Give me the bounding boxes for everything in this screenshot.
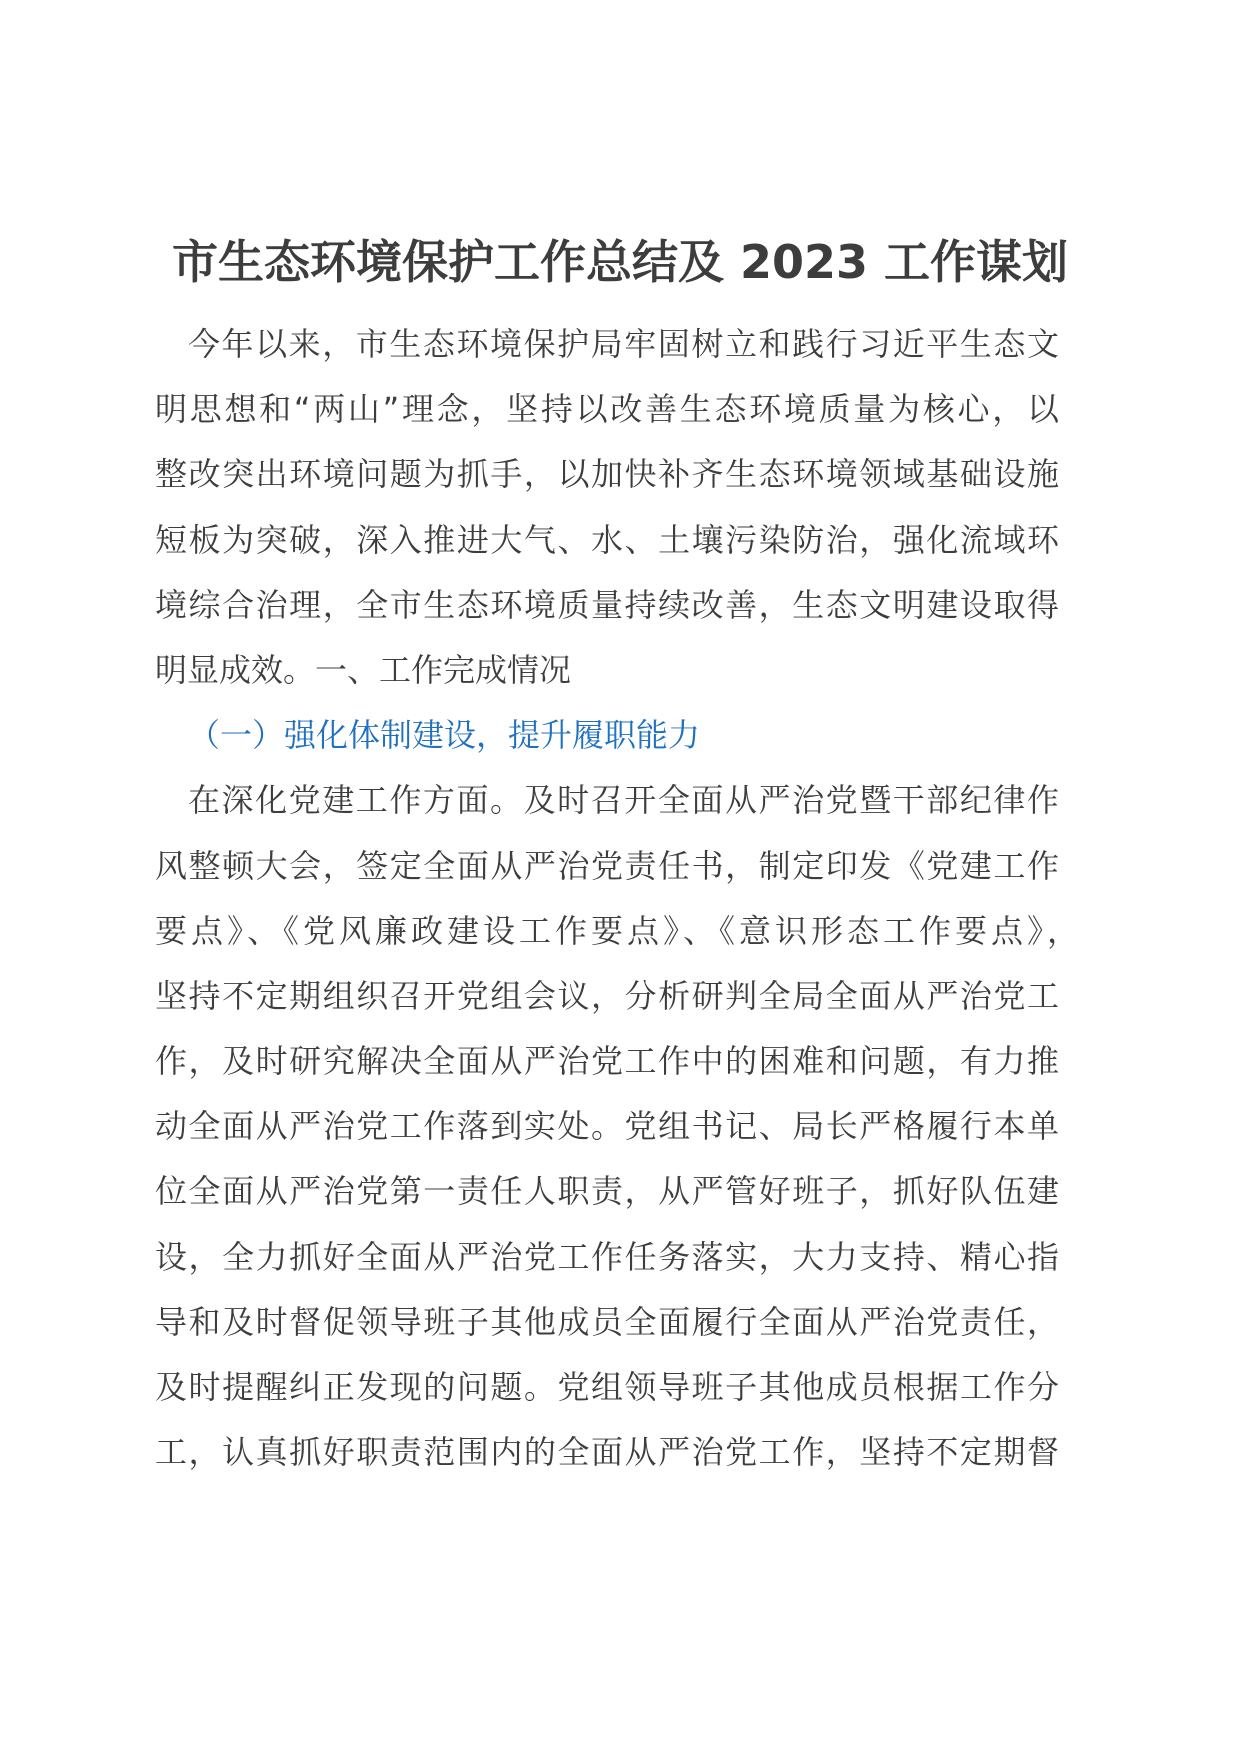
section-line: 工，认真抓好职责范围内的全面从严治党工作，坚持不定期督 [155, 1433, 1059, 1472]
section-line: 位全面从严治党第一责任人职责，从严管好班子，抓好队伍建 [155, 1172, 1059, 1211]
section-line: 导和及时督促领导班子其他成员全面履行全面从严治党责任， [155, 1302, 1059, 1341]
intro-line: 整改突出环境问题为抓手，以加快补齐生态环境领域基础设施 [155, 455, 1059, 494]
section-line: 坚持不定期组织召开党组会议，分析研判全局全面从严治党工 [155, 976, 1059, 1015]
intro-line: 境综合治理，全市生态环境质量持续改善，生态文明建设取得 [155, 585, 1059, 624]
section-line: 风整顿大会，签定全面从严治党责任书，制定印发《党建工作 [155, 846, 1059, 885]
intro-paragraph [155, 312, 1059, 703]
intro-line: 明显成效。一、工作完成情况 [155, 650, 572, 689]
section-line: 动全面从严治党工作落到实处。党组书记、局长严格履行本单 [155, 1107, 1059, 1146]
document-title: 市生态环境保护工作总结及 2023 工作谋划 [171, 235, 1069, 289]
section-line: 设，全力抓好全面从严治党工作任务落实，大力支持、精心指 [155, 1237, 1059, 1276]
section-line: 及时提醒纠正发现的问题。党组领导班子其他成员根据工作分 [155, 1368, 1059, 1406]
section-line: 作，及时研究解决全面从严治党工作中的困难和问题，有力推 [155, 1042, 1059, 1081]
intro-line: 今年以来，市生态环境保护局牢固树立和践行习近平生态文 [188, 325, 1059, 363]
section-line: 在深化党建工作方面。及时召开全面从严治党暨干部纪律作 [188, 781, 1059, 820]
intro-line: 明思想和“两山”理念，坚持以改善生态环境质量为核心，以 [155, 390, 1059, 429]
document-body [155, 312, 1079, 1485]
section-heading: （一）强化体制建设，提升履职能力 [188, 716, 701, 755]
section-line: 要点》、《党风廉政建设工作要点》、《意识形态工作要点》， [155, 911, 1079, 950]
section-paragraph [155, 768, 1079, 1485]
intro-line: 短板为突破，深入推进大气、水、土壤污染防治，强化流域环 [155, 520, 1059, 559]
